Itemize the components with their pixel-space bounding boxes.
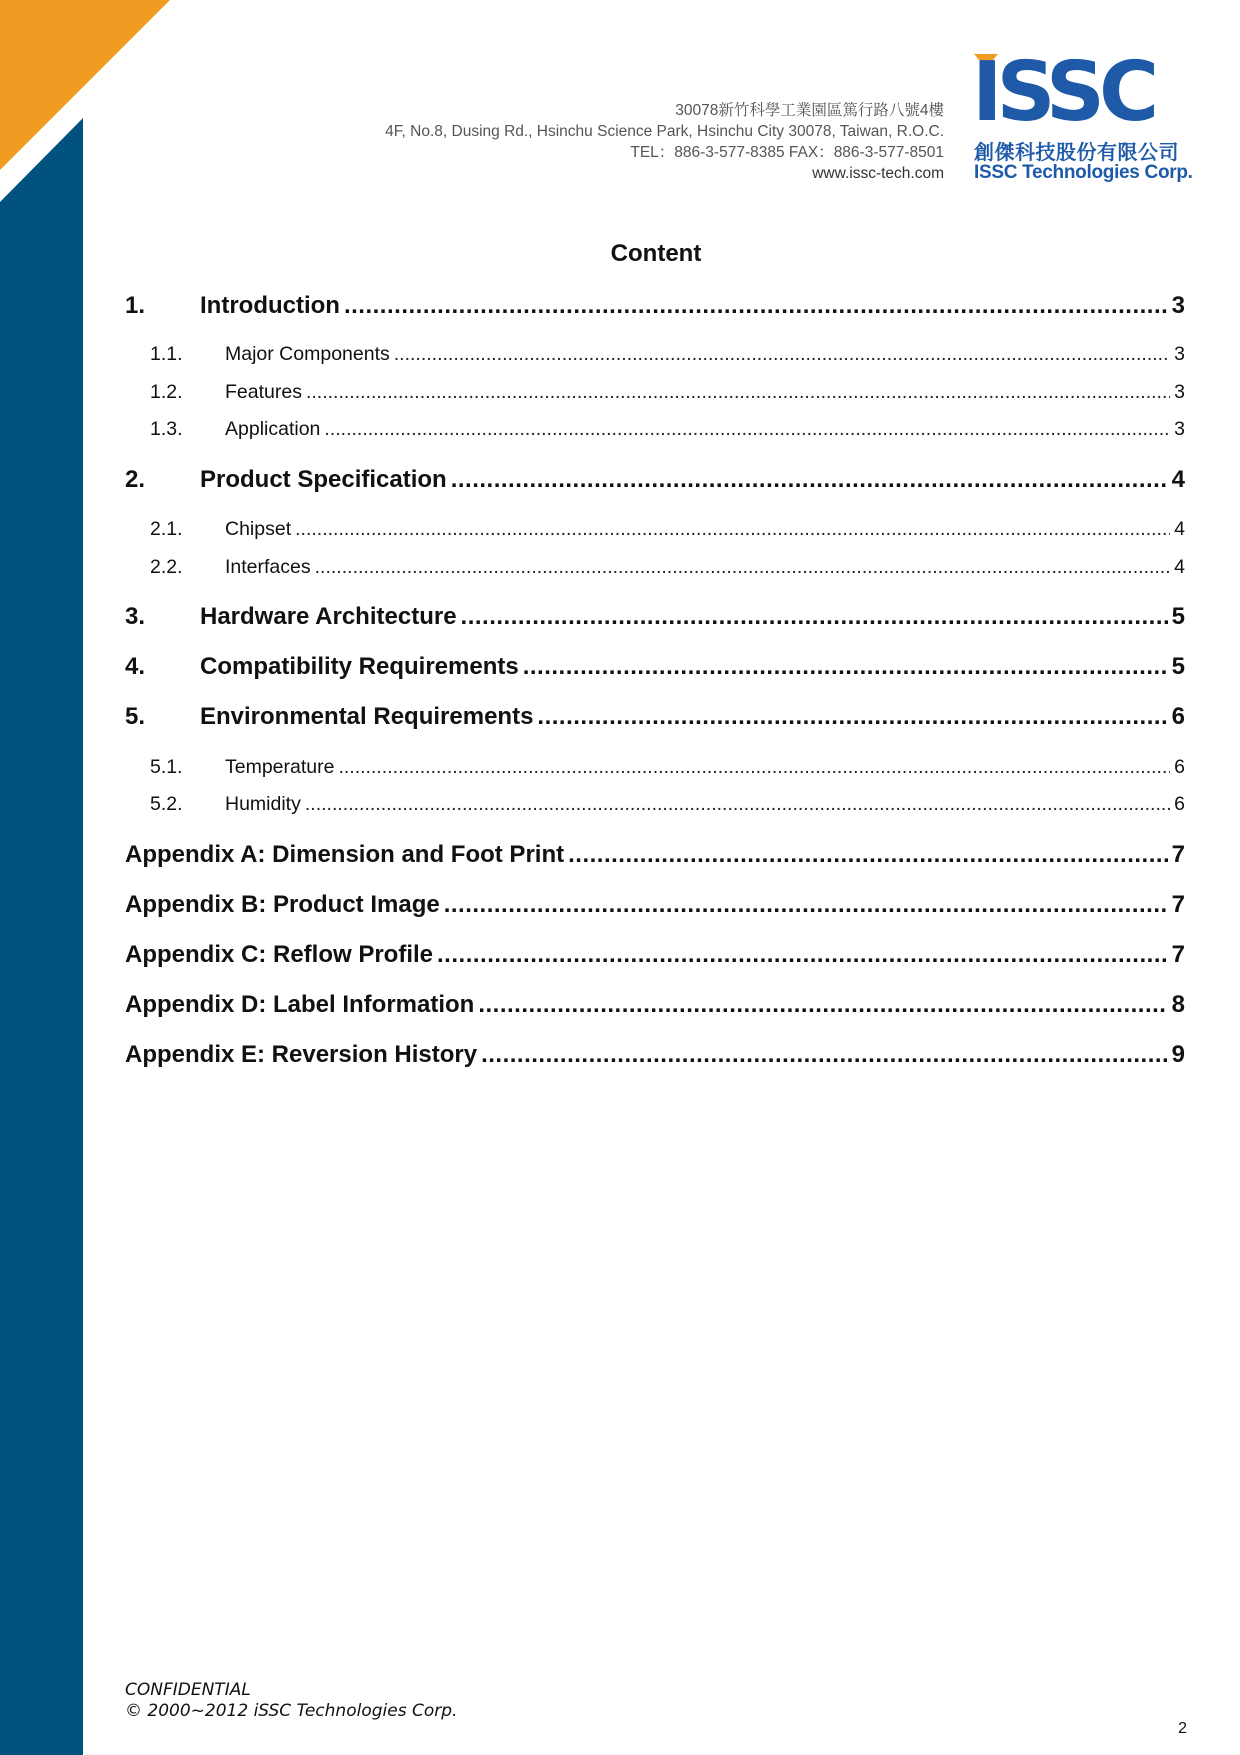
toc-entry-label: Appendix D: Label Information xyxy=(125,991,475,1018)
logo-wordmark: ISSC xyxy=(972,45,1154,140)
toc-entry-number: 5.2. xyxy=(150,793,183,815)
company-address-block xyxy=(244,100,944,184)
dot-leader xyxy=(306,381,1170,404)
toc-entry-label: Appendix C: Reflow Profile xyxy=(125,941,434,968)
toc-entry-page: 8 xyxy=(1171,991,1185,1018)
toc-entry-compatibility-requirements[interactable] xyxy=(125,653,1185,681)
address-english: 4F, No.8, Dusing Rd., Hsinchu Science Park, Hsinchu City 30078, Taiwan, R.O.C. xyxy=(385,123,944,140)
dot-leader xyxy=(451,466,1168,494)
toc-entry-label: Compatibility Requirements xyxy=(200,653,519,680)
toc-entry-page: 3 xyxy=(1174,381,1185,403)
dot-leader xyxy=(478,991,1167,1019)
toc-entry-hardware-architecture[interactable] xyxy=(125,603,1185,631)
confidential-label: CONFIDENTIAL xyxy=(125,1680,251,1700)
toc-entry-label: Application xyxy=(225,418,321,440)
logo-company-name-english: ISSC Technologies Corp. xyxy=(974,162,1193,183)
toc-entry-label: Chipset xyxy=(225,518,292,540)
sidebar-blue-band xyxy=(0,118,83,1755)
issc-logo xyxy=(972,45,1202,192)
toc-entry-page: 6 xyxy=(1171,703,1185,730)
toc-entry-label: Major Components xyxy=(225,343,390,365)
logo-company-name-chinese: 創傑科技股份有限公司 xyxy=(974,140,1179,164)
toc-entry-application[interactable] xyxy=(150,418,1185,441)
toc-entry-label: Hardware Architecture xyxy=(200,603,457,630)
toc-entry-features[interactable] xyxy=(150,381,1185,404)
toc-entry-page: 9 xyxy=(1171,1041,1185,1068)
address-chinese: 30078新竹科學工業園區篤行路八號4樓 xyxy=(675,102,944,119)
page-footer xyxy=(125,1680,457,1722)
toc-title: Content xyxy=(610,240,702,267)
toc-entry-page: 6 xyxy=(1174,793,1185,815)
dot-leader xyxy=(344,292,1168,320)
dot-leader xyxy=(338,756,1170,779)
toc-entry-label: Temperature xyxy=(225,756,335,778)
toc-entry-page: 3 xyxy=(1174,343,1185,365)
toc-entry-page: 7 xyxy=(1171,891,1185,918)
toc-entry-interfaces[interactable] xyxy=(150,556,1185,579)
toc-entry-product-specification[interactable] xyxy=(125,466,1185,494)
phone-fax: TEL：886-3-577-8385 FAX：886-3-577-8501 xyxy=(630,144,944,161)
toc-entry-label: Appendix A: Dimension and Foot Print xyxy=(125,841,565,868)
toc-entry-number: 2. xyxy=(125,466,146,493)
toc-entry-appendix-c[interactable] xyxy=(125,941,1185,969)
dot-leader xyxy=(295,518,1170,541)
toc-entry-number: 1.2. xyxy=(150,381,183,403)
dot-leader xyxy=(315,556,1171,579)
toc-entry-label: Appendix B: Product Image xyxy=(125,891,440,918)
dot-leader xyxy=(394,343,1170,366)
toc-entry-label: Introduction xyxy=(200,292,340,319)
toc-entry-page: 5 xyxy=(1171,653,1185,680)
toc-entry-page: 4 xyxy=(1171,466,1185,493)
toc-entry-appendix-a[interactable] xyxy=(125,841,1185,869)
dot-leader xyxy=(305,793,1170,816)
corner-orange-triangle xyxy=(0,0,170,170)
toc-entry-number: 4. xyxy=(125,653,146,680)
toc-entry-page: 3 xyxy=(1171,292,1185,319)
dot-leader xyxy=(461,603,1168,631)
toc-entry-label: Interfaces xyxy=(225,556,311,578)
toc-entry-appendix-b[interactable] xyxy=(125,891,1185,919)
toc-entry-humidity[interactable] xyxy=(150,793,1185,816)
toc-entry-page: 5 xyxy=(1171,603,1185,630)
toc-entry-label: Product Specification xyxy=(200,466,447,493)
dot-leader xyxy=(481,1041,1168,1069)
toc-entry-environmental-requirements[interactable] xyxy=(125,703,1185,731)
dot-leader xyxy=(537,703,1167,731)
toc-entry-temperature[interactable] xyxy=(150,756,1185,779)
toc-entry-number: 5. xyxy=(125,703,146,730)
toc-entry-page: 4 xyxy=(1174,556,1185,578)
toc-entry-label: Appendix E: Reversion History xyxy=(125,1041,478,1068)
toc-entry-number: 3. xyxy=(125,603,146,630)
toc-entry-label: Environmental Requirements xyxy=(200,703,534,730)
toc-entry-major-components[interactable] xyxy=(150,343,1185,366)
toc-entry-page: 7 xyxy=(1171,941,1185,968)
toc-entry-page: 6 xyxy=(1174,756,1185,778)
copyright-notice: © 2000~2012 iSSC Technologies Corp. xyxy=(125,1701,458,1721)
toc-entry-number: 2.1. xyxy=(150,518,183,540)
toc-entry-number: 2.2. xyxy=(150,556,183,578)
dot-leader xyxy=(523,653,1168,681)
page-number: 2 xyxy=(1178,1720,1187,1737)
dot-leader xyxy=(324,418,1170,441)
toc-entry-introduction[interactable] xyxy=(125,292,1185,320)
toc-entry-label: Features xyxy=(225,381,302,403)
toc-entry-number: 5.1. xyxy=(150,756,183,778)
dot-leader xyxy=(437,941,1168,969)
toc-entry-appendix-e[interactable] xyxy=(125,1041,1185,1069)
toc-entry-page: 7 xyxy=(1171,841,1185,868)
toc-entry-number: 1.3. xyxy=(150,418,183,440)
toc-entry-number: 1. xyxy=(125,292,146,319)
toc-entry-label: Humidity xyxy=(225,793,301,815)
toc-entry-appendix-d[interactable] xyxy=(125,991,1185,1019)
dot-leader xyxy=(444,891,1168,919)
toc-entry-number: 1.1. xyxy=(150,343,183,365)
dot-leader xyxy=(568,841,1168,869)
toc-entry-chipset[interactable] xyxy=(150,518,1185,541)
toc-entry-page: 3 xyxy=(1174,418,1185,440)
toc-entry-page: 4 xyxy=(1174,518,1185,540)
website-link[interactable]: www.issc-tech.com xyxy=(812,165,944,182)
